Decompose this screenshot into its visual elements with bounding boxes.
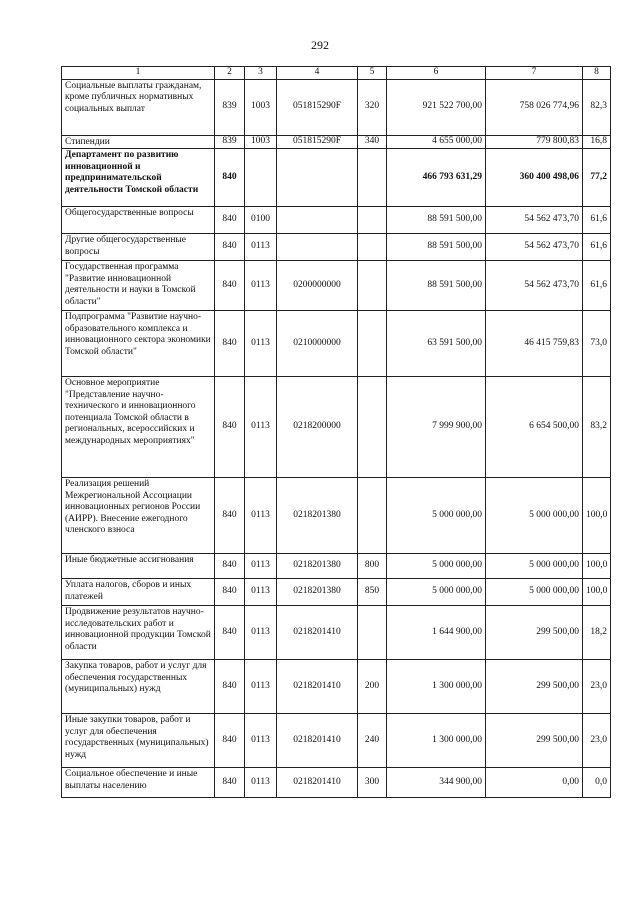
column-header: 3	[245, 67, 277, 80]
cell-ministry-code: 839	[215, 79, 245, 135]
table-row	[62, 554, 611, 579]
cell-target-article: 051815290F	[277, 79, 358, 135]
cell-target-article: 0218201380	[277, 478, 358, 554]
cell-section-code: 0113	[245, 768, 277, 798]
column-header: 1	[62, 67, 215, 80]
cell-target-article: 0218201380	[277, 554, 358, 579]
column-header: 8	[583, 67, 611, 80]
cell-execution-percent: 23,0	[583, 714, 611, 768]
row-name: Иные бюджетные ассигнования	[62, 554, 215, 579]
cell-execution-percent: 0,0	[583, 768, 611, 798]
cell-ministry-code: 840	[215, 478, 245, 554]
cell-expense-type	[358, 377, 387, 478]
cell-expense-type	[358, 311, 387, 377]
cell-planned-amount: 4 655 000,00	[387, 135, 486, 149]
cell-target-article: 0210000000	[277, 311, 358, 377]
cell-section-code: 0113	[245, 311, 277, 377]
cell-planned-amount: 88 591 500,00	[387, 207, 486, 234]
column-header: 2	[215, 67, 245, 80]
row-name: Стипендии	[62, 135, 215, 149]
cell-planned-amount: 63 591 500,00	[387, 311, 486, 377]
cell-expense-type: 240	[358, 714, 387, 768]
cell-executed-amount: 5 000 000,00	[486, 554, 583, 579]
column-header: 4	[277, 67, 358, 80]
cell-executed-amount: 299 500,00	[486, 714, 583, 768]
cell-executed-amount: 46 415 759,83	[486, 311, 583, 377]
cell-section-code: 1003	[245, 79, 277, 135]
cell-execution-percent: 83,2	[583, 377, 611, 478]
cell-section-code: 1003	[245, 135, 277, 149]
table-header-row	[62, 67, 611, 80]
cell-target-article: 0218201380	[277, 579, 358, 606]
cell-ministry-code: 840	[215, 660, 245, 714]
cell-ministry-code: 840	[215, 606, 245, 660]
cell-ministry-code: 840	[215, 768, 245, 798]
cell-execution-percent: 77,2	[583, 149, 611, 207]
cell-executed-amount: 54 562 473,70	[486, 234, 583, 261]
cell-section-code: 0113	[245, 377, 277, 478]
cell-execution-percent: 61,6	[583, 234, 611, 261]
cell-section-code: 0113	[245, 606, 277, 660]
cell-execution-percent: 18,2	[583, 606, 611, 660]
table-row	[62, 207, 611, 234]
row-name: Закупка товаров, работ и услуг для обеспечения государственных (муниципальных) нужд	[62, 660, 215, 714]
cell-target-article: 0218201410	[277, 768, 358, 798]
cell-executed-amount: 5 000 000,00	[486, 478, 583, 554]
table-row	[62, 79, 611, 135]
cell-planned-amount: 5 000 000,00	[387, 554, 486, 579]
cell-target-article	[277, 207, 358, 234]
cell-executed-amount: 5 000 000,00	[486, 579, 583, 606]
table-row	[62, 579, 611, 606]
cell-execution-percent: 100,0	[583, 554, 611, 579]
cell-expense-type: 320	[358, 79, 387, 135]
cell-ministry-code: 840	[215, 261, 245, 311]
table-row	[62, 149, 611, 207]
cell-expense-type	[358, 149, 387, 207]
cell-section-code: 0113	[245, 554, 277, 579]
row-name: Продвижение результатов научно-исследовательских работ и инновационной продукции Томской области	[62, 606, 215, 660]
cell-ministry-code: 840	[215, 207, 245, 234]
cell-execution-percent: 61,6	[583, 207, 611, 234]
cell-target-article: 051815290F	[277, 135, 358, 149]
cell-ministry-code: 840	[215, 714, 245, 768]
row-name: Другие общегосударственные вопросы	[62, 234, 215, 261]
cell-ministry-code: 840	[215, 554, 245, 579]
cell-expense-type	[358, 234, 387, 261]
table-row	[62, 606, 611, 660]
row-name: Социальные выплаты гражданам, кроме публичных нормативных социальных выплат	[62, 79, 215, 135]
cell-execution-percent: 23,0	[583, 660, 611, 714]
cell-execution-percent: 100,0	[583, 579, 611, 606]
cell-execution-percent: 16,8	[583, 135, 611, 149]
table-row	[62, 478, 611, 554]
table-row	[62, 660, 611, 714]
cell-ministry-code: 840	[215, 149, 245, 207]
cell-planned-amount: 7 999 900,00	[387, 377, 486, 478]
cell-section-code: 0113	[245, 261, 277, 311]
cell-section-code: 0113	[245, 478, 277, 554]
cell-planned-amount: 1 300 000,00	[387, 714, 486, 768]
cell-executed-amount: 6 654 500,00	[486, 377, 583, 478]
cell-target-article: 0218200000	[277, 377, 358, 478]
table-row	[62, 261, 611, 311]
cell-executed-amount: 758 026 774,96	[486, 79, 583, 135]
row-name: Социальное обеспечение и иные выплаты населению	[62, 768, 215, 798]
cell-ministry-code: 840	[215, 579, 245, 606]
column-header: 7	[486, 67, 583, 80]
row-name: Общегосударственные вопросы	[62, 207, 215, 234]
cell-expense-type: 340	[358, 135, 387, 149]
cell-expense-type: 800	[358, 554, 387, 579]
row-name: Иные закупки товаров, работ и услуг для обеспечения государственных (муниципальных) нужд	[62, 714, 215, 768]
cell-planned-amount: 88 591 500,00	[387, 261, 486, 311]
row-name: Уплата налогов, сборов и иных платежей	[62, 579, 215, 606]
cell-section-code: 0113	[245, 660, 277, 714]
table-row	[62, 234, 611, 261]
cell-ministry-code: 840	[215, 311, 245, 377]
cell-executed-amount: 54 562 473,70	[486, 261, 583, 311]
cell-expense-type: 300	[358, 768, 387, 798]
row-name: Основное мероприятие "Представление научно-технического и инновационного потенциала Томской области в региональных, всероссийских и международных мероприятиях"	[62, 377, 215, 478]
table-row	[62, 714, 611, 768]
cell-section-code: 0113	[245, 714, 277, 768]
cell-executed-amount: 360 400 498,06	[486, 149, 583, 207]
cell-ministry-code: 840	[215, 234, 245, 261]
cell-section-code: 0113	[245, 579, 277, 606]
cell-execution-percent: 82,3	[583, 79, 611, 135]
table-row	[62, 135, 611, 149]
cell-target-article	[277, 149, 358, 207]
cell-expense-type	[358, 261, 387, 311]
row-name: Государственная программа "Развитие инновационной деятельности и науки в Томской области"	[62, 261, 215, 311]
row-name: Подпрограмма "Развитие научно-образовательного комплекса и инновационного сектора экономики Томской области"	[62, 311, 215, 377]
cell-ministry-code: 840	[215, 377, 245, 478]
cell-executed-amount: 299 500,00	[486, 606, 583, 660]
column-header: 5	[358, 67, 387, 80]
cell-planned-amount: 466 793 631,29	[387, 149, 486, 207]
row-name: Реализация решений Межрегиональной Ассоциации инновационных регионов России (АИРР). Внесение ежегодного членского взноса	[62, 478, 215, 554]
page-number: 292	[311, 38, 329, 52]
cell-expense-type: 850	[358, 579, 387, 606]
cell-planned-amount: 5 000 000,00	[387, 478, 486, 554]
cell-target-article: 0200000000	[277, 261, 358, 311]
cell-section-code: 0100	[245, 207, 277, 234]
cell-expense-type: 200	[358, 660, 387, 714]
cell-target-article: 0218201410	[277, 714, 358, 768]
cell-executed-amount: 0,00	[486, 768, 583, 798]
cell-target-article	[277, 234, 358, 261]
cell-section-code: 0113	[245, 234, 277, 261]
cell-expense-type	[358, 606, 387, 660]
cell-execution-percent: 100,0	[583, 478, 611, 554]
cell-executed-amount: 54 562 473,70	[486, 207, 583, 234]
cell-executed-amount: 779 800,83	[486, 135, 583, 149]
cell-planned-amount: 5 000 000,00	[387, 579, 486, 606]
cell-ministry-code: 839	[215, 135, 245, 149]
cell-planned-amount: 1 300 000,00	[387, 660, 486, 714]
cell-expense-type	[358, 207, 387, 234]
cell-planned-amount: 88 591 500,00	[387, 234, 486, 261]
cell-expense-type	[358, 478, 387, 554]
row-name: Департамент по развитию инновационной и предпринимательской деятельности Томской области	[62, 149, 215, 207]
cell-execution-percent: 61,6	[583, 261, 611, 311]
cell-execution-percent: 73,0	[583, 311, 611, 377]
cell-section-code	[245, 149, 277, 207]
cell-planned-amount: 1 644 900,00	[387, 606, 486, 660]
cell-target-article: 0218201410	[277, 606, 358, 660]
table-row	[62, 311, 611, 377]
cell-executed-amount: 299 500,00	[486, 660, 583, 714]
cell-planned-amount: 921 522 700,00	[387, 79, 486, 135]
table-row	[62, 377, 611, 478]
column-header: 6	[387, 67, 486, 80]
cell-target-article: 0218201410	[277, 660, 358, 714]
budget-table	[61, 66, 611, 798]
table-row	[62, 768, 611, 798]
cell-planned-amount: 344 900,00	[387, 768, 486, 798]
